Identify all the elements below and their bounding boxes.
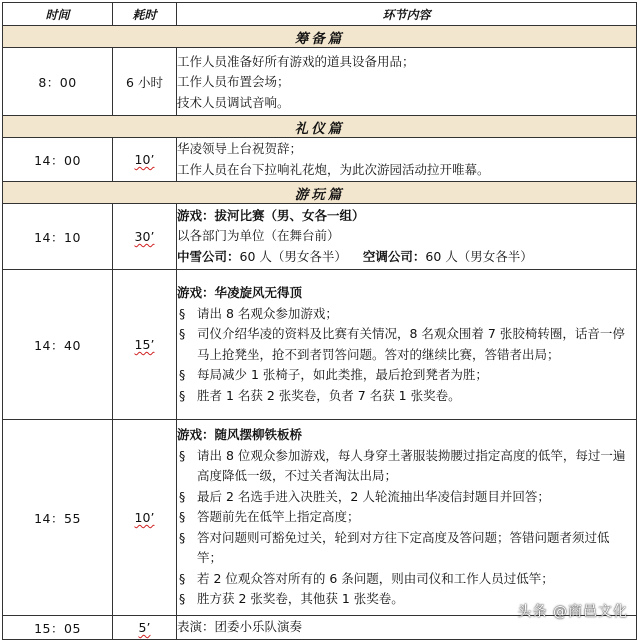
row-time: 14：10 [3,204,113,270]
row-duration [113,420,177,616]
team2-label: 空调公司： [362,248,426,264]
header-row [3,3,637,26]
duration-value: 10’ [134,152,155,167]
content-line: 技术人员调试音响。 [177,94,290,110]
bullet-item: § 答题前先在低竿上指定高度； [177,507,636,528]
section-sign-icon: § [179,387,186,403]
section-row-prep [3,26,637,48]
duration-value: 10’ [134,510,155,525]
row-content [177,138,637,182]
row-content [177,420,637,616]
row-duration [113,270,177,420]
section-sign-icon: § [179,326,186,341]
game-title: 游戏：拔河比赛（男、女各一组） [177,207,365,223]
section-sign-icon: § [179,305,186,321]
row-duration [113,204,177,270]
table-row [3,420,637,616]
table-row [3,138,637,182]
duration-value: 5’ [138,620,151,635]
content-line: 工作人员在台下拉响礼花炮，为此次游园活动拉开唯幕。 [177,161,490,177]
section-sign-icon: § [179,570,186,586]
bullet-item: § 每局减少 1 张椅子，如此类推，最后抢到凳者为胜； [177,365,636,386]
bullet-item: § 请出 8 位观众参加游戏，每人身穿土著服装拗腰过指定高度的低竿，每过一遍高度降低一级，不过关者淘汰出局； [177,446,636,487]
team1-value: 60 人（男女各半） [239,248,347,264]
row-duration: 6 小时 [113,48,177,116]
row-time: 15：05 [3,616,113,640]
row-time: 14：55 [3,420,113,616]
team-line [177,247,636,268]
section-sign-icon: § [179,591,186,607]
table-row [3,204,637,270]
row-content [177,48,637,116]
game-title: 游戏：随风摆柳铁板桥 [177,427,303,443]
header-content: 环节内容 [177,3,637,26]
section-row-games [3,182,637,204]
section-sign-icon: § [179,447,186,463]
content-line: 工作人员准备好所有游戏的道具设备用品； [177,53,415,69]
header-time: 时间 [3,3,113,26]
row-time: 8：00 [3,48,113,116]
section-sign-icon: § [179,367,186,382]
section-sign-icon: § [179,509,186,525]
content-line: 工作人员布置会场； [177,74,290,90]
bullet-item: § 最后 2 名选手进入决胜关，2 人轮流抽出华凌信封题目并回答； [177,487,636,508]
row-time: 14：00 [3,138,113,182]
row-duration [113,138,177,182]
section-row-ceremony [3,116,637,138]
bullet-item: § 胜者 1 名获 2 张奖卷，负者 7 名获 1 张奖卷。 [177,386,636,407]
row-time: 14：40 [3,270,113,420]
content-line: 以各部门为单位（在舞台前） [177,228,340,244]
section-title-ceremony: 礼仪篇 [3,116,637,138]
schedule-table [2,2,637,640]
content-line: 华凌领导上台祝贺辞； [177,141,303,156]
bullet-item: § 若 2 位观众答对所有的 6 条问题，则由司仪和工作人员过低竿； [177,569,636,590]
section-title-prep: 筹备篇 [3,26,637,48]
table-row [3,270,637,420]
table-row [3,48,637,116]
content-line: 表演：团委小乐队演奏 [177,619,303,635]
bullet-item: § 司仪介绍华凌的资料及比赛有关情况，8 名观众围着 7 张胶椅转圈，话音一停马上抢凳坐，抢不到者罚答问题。答对的继续比赛，答错者出局； [177,324,636,365]
team2-value: 60 人（男女各半） [425,248,533,264]
watermark: 头条 @商邑文化 [517,604,628,620]
section-title-games: 游玩篇 [3,182,637,204]
row-duration [113,616,177,640]
bullet-item: § 答对问题则可豁免过关，轮到对方往下定高度及答问题；答错问题者须过低竿； [177,528,636,569]
duration-value: 30’ [134,229,155,244]
game-title: 游戏：华凌旋风无得顶 [177,285,303,300]
row-content [177,270,637,420]
section-sign-icon: § [179,488,186,504]
bullet-item: § 胜方获 2 张奖卷，其他获 1 张奖卷。 [177,589,636,610]
team1-label: 中雪公司： [177,248,240,264]
bullet-item: § 请出 8 名观众参加游戏； [177,304,636,325]
duration-value: 15’ [134,337,155,352]
section-sign-icon: § [179,529,186,545]
header-duration: 耗时 [113,3,177,26]
row-content [177,204,637,270]
